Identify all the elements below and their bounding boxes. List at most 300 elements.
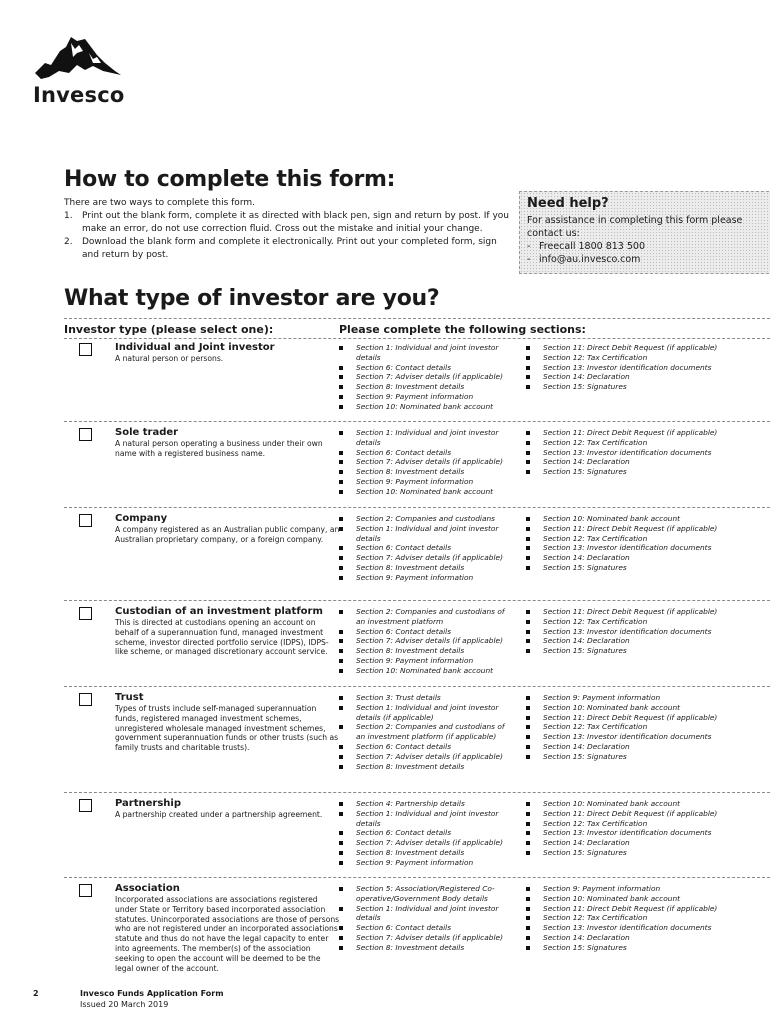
bullet-square-icon	[339, 366, 343, 370]
section-item-text: Section 12: Tax Certification	[543, 352, 648, 362]
section-item-text: Section 10: Nominated bank account	[356, 665, 494, 675]
bullet-square-icon	[526, 812, 530, 816]
bullet-square-icon	[339, 936, 343, 940]
bullet-square-icon	[526, 907, 530, 911]
investor-type-checkbox[interactable]	[79, 884, 92, 897]
section-item-text: Section 6: Contact details	[356, 543, 452, 553]
bullet-square-icon	[526, 441, 530, 445]
section-item	[339, 923, 514, 933]
section-item-text: Section 8: Investment details	[356, 646, 465, 656]
section-item	[526, 819, 726, 829]
section-item-text: Section 9: Payment information	[543, 884, 661, 893]
section-item-text: Section 4: Partnership details	[356, 799, 465, 808]
bullet-square-icon	[526, 620, 530, 624]
section-item	[526, 848, 726, 858]
bullet-square-icon	[339, 480, 343, 484]
investor-type-title: Company	[115, 513, 168, 524]
investor-type-title: Trust	[115, 692, 144, 703]
help-contact-email: - info@au.invesco.com	[527, 254, 641, 265]
bullet-square-icon	[526, 556, 530, 560]
bullet-square-icon	[526, 451, 530, 455]
section-item-text: Section 8: Investment details	[356, 761, 465, 771]
bullet-square-icon	[339, 706, 343, 710]
bullet-square-icon	[339, 431, 343, 435]
divider	[64, 600, 770, 601]
bullet-square-icon	[339, 946, 343, 950]
section-item-text: Section 15: Signatures	[543, 942, 627, 952]
section-item-text: Section 10: Nominated bank account	[543, 702, 681, 712]
bullet-square-icon	[339, 490, 343, 494]
section-item	[339, 457, 514, 467]
divider	[64, 507, 770, 508]
bullet-square-icon	[526, 517, 530, 521]
divider	[64, 686, 770, 687]
section-item-text: Section 9: Payment information	[356, 857, 474, 867]
need-help-box	[519, 191, 770, 274]
intro-step	[64, 210, 509, 236]
section-item	[339, 448, 514, 458]
section-item-text: Section 7: Adviser details (if applicable)	[356, 372, 503, 382]
section-item-text: Section 11: Direct Debit Request (if applicable)	[543, 343, 718, 352]
section-item-text: Section 8: Investment details	[356, 942, 465, 952]
section-item	[526, 742, 726, 752]
bullet-square-icon	[526, 346, 530, 350]
bullet-square-icon	[526, 802, 530, 806]
section-item	[339, 636, 514, 646]
required-sections-list	[339, 884, 514, 953]
section-item	[526, 943, 726, 953]
section-item-text: Section 6: Contact details	[356, 447, 452, 457]
section-item-text: Section 15: Signatures	[543, 847, 627, 857]
bullet-square-icon	[526, 610, 530, 614]
required-sections-list	[526, 514, 726, 573]
section-item	[339, 646, 514, 656]
step-text: Download the blank form and complete it electronically. Print out your completed form, sign and return by post.	[82, 237, 497, 260]
section-item	[526, 703, 726, 713]
section-item	[339, 514, 514, 524]
bullet-square-icon	[339, 375, 343, 379]
section-item-text: Section 12: Tax Certification	[543, 722, 648, 732]
section-item-text: Section 6: Contact details	[356, 626, 452, 636]
bullet-square-icon	[526, 841, 530, 845]
section-item-text: Section 1: Individual and joint investor details (if applicable)	[356, 702, 499, 722]
bullet-square-icon	[526, 822, 530, 826]
section-item	[339, 693, 514, 703]
section-item-text: Section 10: Nominated bank account	[543, 893, 681, 903]
bullet-square-icon	[526, 385, 530, 389]
section-item-text: Section 10: Nominated bank account	[356, 486, 494, 496]
section-item	[339, 848, 514, 858]
section-item	[526, 838, 726, 848]
section-item-text: Section 11: Direct Debit Request (if applicable)	[543, 808, 718, 818]
bullet-square-icon	[526, 356, 530, 360]
bullet-square-icon	[526, 926, 530, 930]
investor-type-heading: What type of investor are you?	[64, 286, 440, 311]
section-item	[339, 828, 514, 838]
bullet-square-icon	[526, 936, 530, 940]
investor-type-description: Incorporated associations are associations registered under State or Territory based incorporated association statutes. Unincorporated associations are those of persons who are not registered under an incorporated associations statute and thus do not have the legal capacity to enter into agreements. The member(s) of the association seeking to open the account will be deemed to be the legal owner of the account.	[115, 895, 340, 973]
section-item-text: Section 6: Contact details	[356, 362, 452, 372]
section-item-text: Section 1: Individual and joint investor details	[356, 428, 499, 447]
section-item	[526, 923, 726, 933]
intro-lead: There are two ways to complete this form.	[64, 198, 255, 208]
bullet-square-icon	[526, 831, 530, 835]
bullet-square-icon	[339, 639, 343, 643]
investor-type-checkbox[interactable]	[79, 799, 92, 812]
divider	[64, 318, 770, 319]
bullet-square-icon	[526, 916, 530, 920]
section-item-text: Section 8: Investment details	[356, 847, 465, 857]
bullet-square-icon	[526, 460, 530, 464]
section-item-text: Section 9: Payment information	[356, 391, 474, 401]
investor-type-checkbox[interactable]	[79, 693, 92, 706]
section-item	[526, 372, 726, 382]
mountain-logo-icon	[33, 33, 123, 83]
section-item	[526, 563, 726, 573]
bullet-square-icon	[339, 696, 343, 700]
section-item-text: Section 9: Payment information	[356, 572, 474, 582]
section-item-text: Section 7: Adviser details (if applicable)	[356, 553, 503, 563]
bullet-square-icon	[526, 725, 530, 729]
section-item-text: Section 5: Association/Registered Co-operative/Government Body details	[356, 884, 495, 903]
required-sections-list	[526, 884, 726, 953]
section-item	[526, 884, 726, 894]
required-sections-list	[526, 693, 726, 762]
section-item	[339, 467, 514, 477]
section-item-text: Section 13: Investor identification documents	[543, 447, 712, 457]
section-item	[339, 372, 514, 382]
section-item-text: Section 7: Adviser details (if applicable)	[356, 932, 503, 942]
section-item	[526, 799, 726, 809]
bullet-square-icon	[339, 659, 343, 663]
section-item-text: Section 15: Signatures	[543, 467, 627, 477]
section-item-text: Section 11: Direct Debit Request (if applicable)	[543, 712, 718, 722]
bullet-square-icon	[526, 630, 530, 634]
section-item-text: Section 12: Tax Certification	[543, 437, 648, 447]
section-item-text: Section 12: Tax Certification	[543, 818, 648, 828]
section-item	[339, 809, 514, 829]
bullet-square-icon	[526, 470, 530, 474]
section-item	[526, 534, 726, 544]
investor-type-checkbox[interactable]	[79, 428, 92, 441]
bullet-square-icon	[339, 907, 343, 911]
section-item	[339, 543, 514, 553]
section-item	[339, 752, 514, 762]
section-item-text: Section 10: Nominated bank account	[543, 799, 681, 808]
section-item-text: Section 11: Direct Debit Request (if applicable)	[543, 428, 718, 437]
section-item	[526, 646, 726, 656]
section-item	[526, 752, 726, 762]
section-item-text: Section 6: Contact details	[356, 828, 452, 838]
bullet-square-icon	[339, 649, 343, 653]
help-phone-text: Freecall 1800 813 500	[539, 241, 645, 252]
section-item-text: Section 12: Tax Certification	[543, 913, 648, 923]
investor-type-checkbox[interactable]	[79, 607, 92, 620]
section-item	[339, 762, 514, 772]
section-item-text: Section 1: Individual and joint investor details	[356, 523, 499, 543]
bullet-square-icon	[526, 946, 530, 950]
section-item-text: Section 14: Declaration	[543, 636, 630, 646]
investor-type-title: Association	[115, 883, 180, 894]
investor-type-title: Custodian of an investment platform	[115, 606, 323, 617]
divider	[64, 877, 770, 878]
investor-type-title: Partnership	[115, 798, 182, 809]
required-sections-list	[339, 799, 514, 868]
section-item-text: Section 6: Contact details	[356, 923, 452, 933]
required-sections-list	[339, 693, 514, 771]
section-item-text: Section 14: Declaration	[543, 457, 630, 467]
section-item-text: Section 7: Adviser details (if applicable)	[356, 457, 503, 467]
bullet-square-icon	[526, 431, 530, 435]
bullet-square-icon	[339, 802, 343, 806]
section-item	[526, 732, 726, 742]
section-item-text: Section 10: Nominated bank account	[356, 401, 494, 411]
section-item	[526, 353, 726, 363]
section-item	[526, 828, 726, 838]
investor-type-description: A company registered as an Australian public company, an Australian proprietary company, or a foreign company.	[115, 525, 340, 544]
bullet-square-icon	[339, 405, 343, 409]
section-item	[526, 617, 726, 627]
section-item	[526, 636, 726, 646]
bullet-square-icon	[339, 669, 343, 673]
bullet-square-icon	[526, 649, 530, 653]
bullet-square-icon	[339, 460, 343, 464]
bullet-square-icon	[339, 546, 343, 550]
section-item	[339, 933, 514, 943]
intro-step	[64, 236, 509, 262]
bullet-square-icon	[339, 831, 343, 835]
investor-type-description: A partnership created under a partnership agreement.	[115, 810, 323, 819]
section-item-text: Section 7: Adviser details (if applicable)	[356, 838, 503, 848]
section-item-text: Section 9: Payment information	[356, 476, 474, 486]
bullet-square-icon	[526, 546, 530, 550]
required-sections-list	[339, 514, 514, 583]
bullet-square-icon	[339, 517, 343, 521]
required-sections-list	[526, 799, 726, 858]
section-item	[339, 392, 514, 402]
bullet-square-icon	[339, 841, 343, 845]
required-sections-list	[339, 607, 514, 676]
section-item-text: Section 12: Tax Certification	[543, 616, 648, 626]
help-title: Need help?	[527, 196, 609, 211]
bullet-square-icon	[339, 926, 343, 930]
section-item-text: Section 15: Signatures	[543, 562, 627, 572]
bullet-square-icon	[526, 366, 530, 370]
investor-type-description: Types of trusts include self-managed superannuation funds, registered managed investment schemes, unregistered wholesale managed investment schemes, government superannuation funds or other trusts (such as family trusts and charitable trusts).	[115, 704, 339, 753]
bullet-square-icon	[339, 765, 343, 769]
section-item	[526, 428, 726, 438]
section-item-text: Section 10: Nominated bank account	[543, 514, 681, 523]
help-body: For assistance in completing this form please contact us:	[527, 215, 743, 239]
section-item-text: Section 11: Direct Debit Request (if applicable)	[543, 523, 718, 533]
section-item-text: Section 11: Direct Debit Request (if applicable)	[543, 607, 718, 616]
invesco-logo	[33, 33, 133, 108]
bullet-square-icon	[526, 696, 530, 700]
section-item	[339, 904, 514, 924]
help-contact-phone: - Freecall 1800 813 500	[527, 241, 645, 252]
section-item	[526, 722, 726, 732]
bullet-square-icon	[339, 470, 343, 474]
bullet-square-icon	[526, 639, 530, 643]
section-item	[526, 894, 726, 904]
section-item-text: Section 15: Signatures	[543, 646, 627, 656]
section-item	[526, 363, 726, 373]
section-item	[339, 858, 514, 868]
section-item-text: Section 8: Investment details	[356, 467, 465, 477]
investor-type-checkbox[interactable]	[79, 514, 92, 527]
section-item-text: Section 14: Declaration	[543, 553, 630, 563]
bullet-square-icon	[339, 745, 343, 749]
bullet-square-icon	[339, 527, 343, 531]
bullet-square-icon	[526, 755, 530, 759]
investor-type-description: A natural person operating a business under their own name with a registered business name.	[115, 439, 323, 458]
section-item	[526, 809, 726, 819]
section-item	[526, 933, 726, 943]
section-item	[526, 904, 726, 914]
divider	[64, 792, 770, 793]
section-item-text: Section 2: Companies and custodians of an investment platform	[356, 607, 505, 626]
section-item	[526, 553, 726, 563]
section-item	[526, 382, 726, 392]
section-item	[339, 666, 514, 676]
help-email-text: info@au.invesco.com	[539, 254, 641, 265]
bullet-square-icon	[339, 755, 343, 759]
bullet-square-icon	[339, 861, 343, 865]
divider	[64, 338, 770, 339]
section-item	[339, 402, 514, 412]
bullet-square-icon	[526, 851, 530, 855]
bullet-square-icon	[526, 375, 530, 379]
section-item	[339, 838, 514, 848]
section-item	[526, 457, 726, 467]
bullet-square-icon	[339, 395, 343, 399]
brand-name: Invesco	[33, 83, 125, 107]
section-item	[339, 553, 514, 563]
bullet-square-icon	[339, 556, 343, 560]
step-number: 2.	[64, 237, 73, 247]
section-item	[339, 382, 514, 392]
bullet-square-icon	[339, 576, 343, 580]
bullet-square-icon	[526, 897, 530, 901]
bullet-square-icon	[339, 451, 343, 455]
required-sections-list	[526, 343, 726, 392]
section-item	[526, 448, 726, 458]
section-item-text: Section 6: Contact details	[356, 741, 452, 751]
section-item	[526, 467, 726, 477]
required-sections-list	[339, 343, 514, 412]
section-item	[339, 573, 514, 583]
bullet-square-icon	[526, 537, 530, 541]
bullet-square-icon	[526, 706, 530, 710]
section-item-text: Section 13: Investor identification documents	[543, 732, 712, 742]
section-item-text: Section 1: Individual and joint investor details	[356, 808, 499, 828]
required-sections-list	[526, 428, 726, 477]
section-item	[526, 627, 726, 637]
section-item	[339, 524, 514, 544]
bullet-square-icon	[339, 346, 343, 350]
sections-column-header: Please complete the following sections:	[339, 323, 586, 336]
section-item-text: Section 13: Investor identification documents	[543, 543, 712, 553]
issue-date: Issued 20 March 2019	[80, 1000, 169, 1009]
section-item-text: Section 8: Investment details	[356, 382, 465, 392]
section-item-text: Section 15: Signatures	[543, 382, 627, 392]
bullet-square-icon	[526, 745, 530, 749]
bullet-square-icon	[339, 851, 343, 855]
section-item-text: Section 13: Investor identification documents	[543, 362, 712, 372]
section-item	[526, 438, 726, 448]
section-item	[526, 607, 726, 617]
investor-type-column-header: Investor type (please select one):	[64, 323, 274, 336]
section-item	[526, 713, 726, 723]
investor-type-checkbox[interactable]	[79, 343, 92, 356]
form-title: Invesco Funds Application Form	[80, 989, 224, 998]
section-item-text: Section 1: Individual and joint investor details	[356, 343, 499, 362]
section-item	[339, 343, 514, 363]
bullet-square-icon	[339, 725, 343, 729]
investor-type-description: This is directed at custodians opening an account on behalf of a superannuation fund, managed investment scheme, investor directed portfolio service (IDPS), IDPS-like scheme, or managed discretionary account service.	[115, 618, 329, 657]
step-text: Print out the blank form, complete it as directed with black pen, sign and return by post. If you make an error, do not use correction fluid. Cross out the mistake and initial your change.	[82, 211, 509, 234]
section-item-text: Section 9: Payment information	[356, 655, 474, 665]
page-number: 2	[33, 989, 39, 998]
bullet-square-icon	[339, 610, 343, 614]
section-item-text: Section 8: Investment details	[356, 562, 465, 572]
section-item-text: Section 14: Declaration	[543, 932, 630, 942]
investor-type-description: A natural person or persons.	[115, 354, 224, 363]
section-item-text: Section 14: Declaration	[543, 372, 630, 382]
bullet-square-icon	[526, 527, 530, 531]
required-sections-list	[526, 607, 726, 656]
section-item	[339, 742, 514, 752]
bullet-square-icon	[526, 566, 530, 570]
section-item	[339, 363, 514, 373]
divider	[64, 421, 770, 422]
bullet-square-icon	[526, 887, 530, 891]
section-item-text: Section 13: Investor identification documents	[543, 626, 712, 636]
bullet-square-icon	[339, 812, 343, 816]
section-item	[339, 428, 514, 448]
section-item-text: Section 14: Declaration	[543, 838, 630, 848]
section-item-text: Section 14: Declaration	[543, 741, 630, 751]
section-item-text: Section 2: Companies and custodians of an investment platform (if applicable)	[356, 722, 505, 742]
section-item	[526, 524, 726, 534]
section-item	[339, 487, 514, 497]
section-item	[339, 722, 514, 742]
section-item	[526, 913, 726, 923]
bullet-square-icon	[526, 735, 530, 739]
section-item-text: Section 2: Companies and custodians	[356, 514, 496, 523]
section-item	[339, 563, 514, 573]
section-item	[339, 799, 514, 809]
how-to-heading: How to complete this form:	[64, 167, 396, 192]
section-item	[339, 477, 514, 487]
section-item	[339, 607, 514, 627]
investor-type-title: Sole trader	[115, 427, 179, 438]
bullet-square-icon	[339, 566, 343, 570]
section-item-text: Section 7: Adviser details (if applicable)	[356, 636, 503, 646]
section-item-text: Section 3: Trust details	[356, 693, 441, 702]
required-sections-list	[339, 428, 514, 497]
section-item	[339, 627, 514, 637]
section-item	[339, 943, 514, 953]
investor-type-title: Individual and Joint investor	[115, 342, 275, 353]
section-item	[339, 656, 514, 666]
section-item-text: Section 13: Investor identification documents	[543, 828, 712, 838]
bullet-square-icon	[339, 887, 343, 891]
section-item	[339, 703, 514, 723]
section-item	[526, 693, 726, 703]
section-item-text: Section 15: Signatures	[543, 751, 627, 761]
section-item-text: Section 12: Tax Certification	[543, 533, 648, 543]
